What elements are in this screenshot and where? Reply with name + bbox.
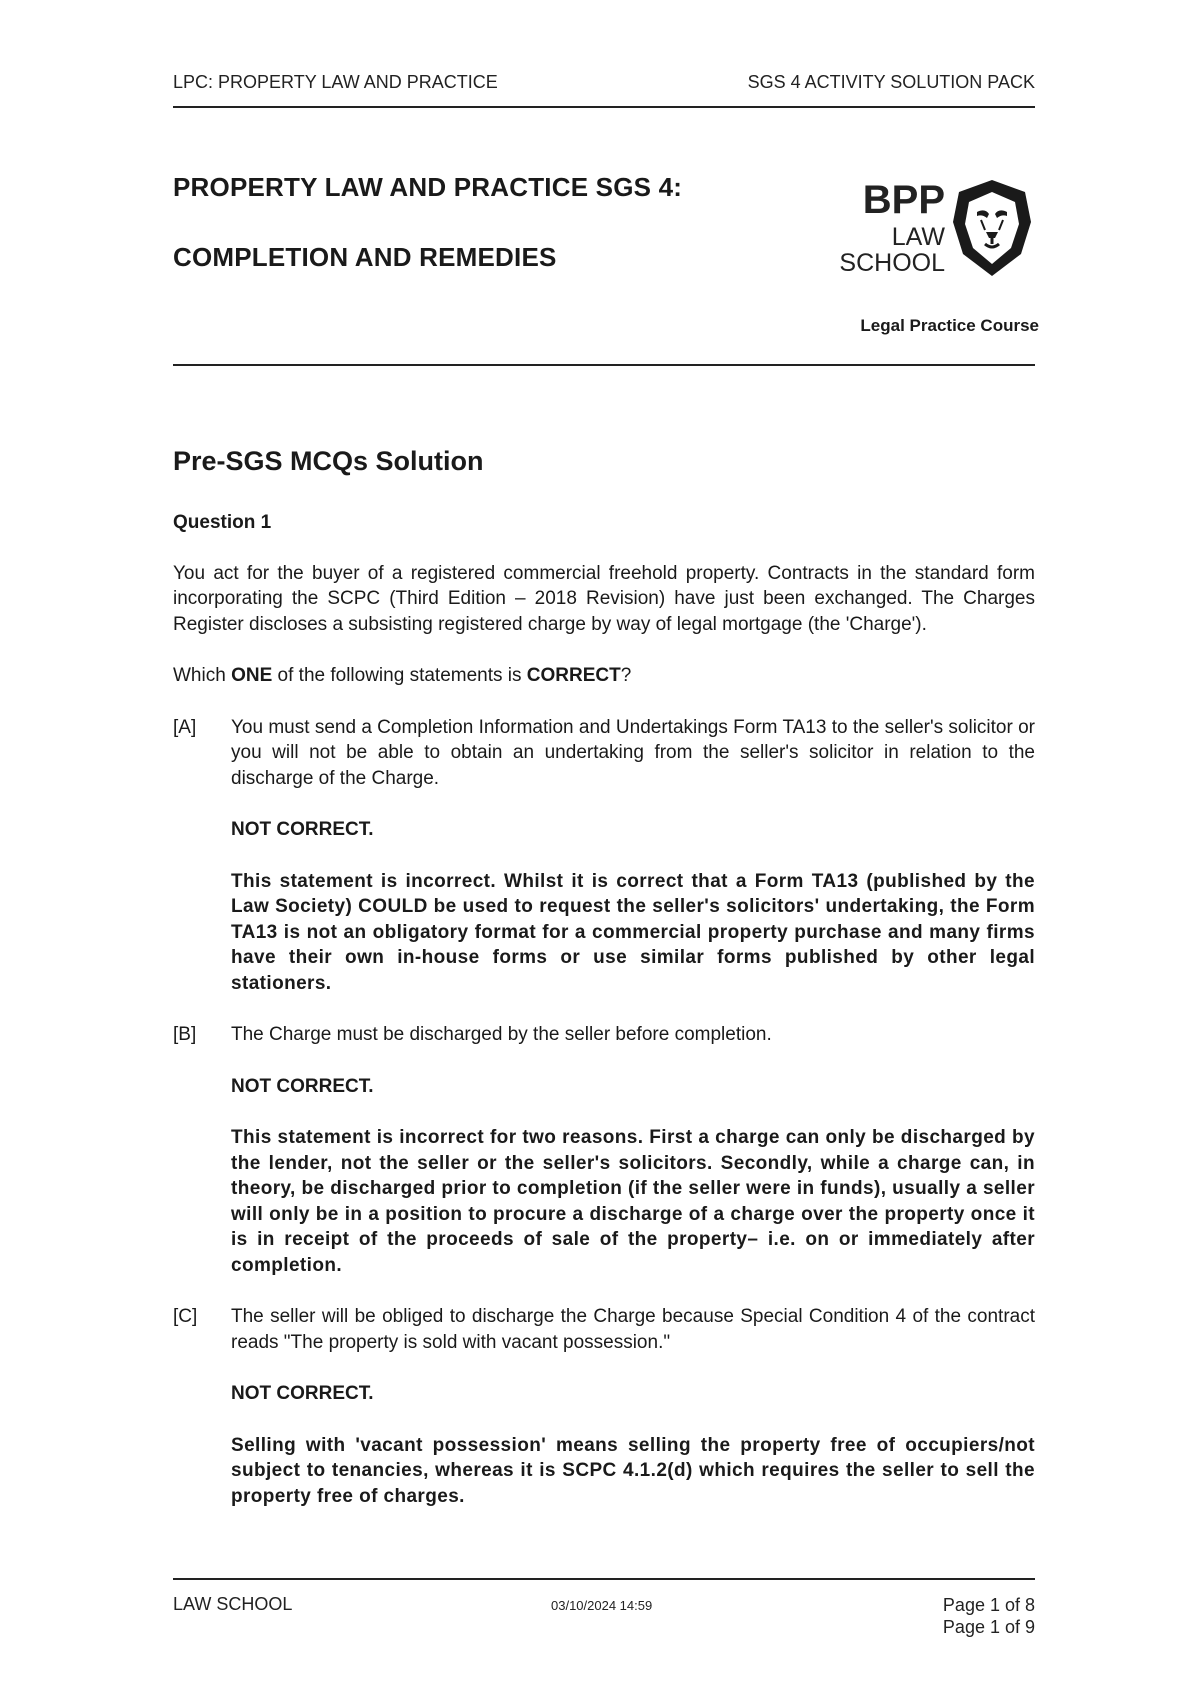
option-explanation: Selling with 'vacant possession' means selling the property free of occupiers/not subject to tenancies, whereas it is SCPC 4.1.2(d) which requires the seller to sell the property free of charges.	[231, 1434, 1035, 1507]
option-verdict: NOT CORRECT.	[231, 819, 374, 840]
prompt-one: ONE	[231, 665, 273, 686]
question-stem: You act for the buyer of a registered commercial freehold property. Contracts in the standard form incorporating the SCPC (Third Edition – 2018 Revision) have just been exchanged. The Charges Register discloses a subsisting registered charge by way of legal mortgage (the 'Charge').	[173, 562, 1035, 635]
page-number-line-2: Page 1 of 9	[942, 1617, 1035, 1637]
answer-option-c	[173, 1304, 1035, 1509]
main-content	[173, 446, 1035, 1535]
option-text: The seller will be obliged to discharge the Charge because Special Condition 4 of the contract reads "The property is sold with vacant possession."	[231, 1306, 1035, 1353]
footer-rule	[173, 1578, 1035, 1580]
header-rule	[173, 106, 1035, 108]
page-number	[943, 1594, 1035, 1638]
document-page	[173, 0, 1039, 1696]
option-text: The Charge must be discharged by the seller before completion.	[231, 1024, 772, 1045]
logo-brand: BPP	[862, 178, 945, 222]
prompt-text-end: ?	[620, 665, 632, 686]
answer-option-b	[173, 1022, 1035, 1278]
option-letter: [A]	[173, 716, 197, 738]
option-explanation: This statement is incorrect for two reasons. First a charge can only be discharged by the lender, not the seller or the seller's solicitors. Secondly, while a charge can, in theory, be discharged prior to completion (if the seller were in funds), usually a seller will only be in a position to procure a discharge of a charge over the property once it is in receipt of the proceeds of sale of the property– i.e. on or immediately after completion.	[231, 1127, 1035, 1276]
course-name: Legal Practice Course	[860, 316, 1039, 335]
question-prompt	[173, 663, 1035, 689]
title-line-1: PROPERTY LAW AND PRACTICE SGS 4:	[173, 172, 683, 202]
option-body	[231, 1022, 1035, 1278]
answer-option-a	[173, 715, 1035, 997]
prompt-text-mid: of the following statements is	[272, 665, 527, 686]
bpp-law-school-logo	[835, 180, 1035, 280]
title-rule	[173, 364, 1035, 366]
option-verdict: NOT CORRECT.	[231, 1075, 374, 1097]
logo-law: LAW	[891, 223, 945, 251]
option-verdict: NOT CORRECT.	[231, 1383, 374, 1404]
question-heading: Question 1	[173, 512, 272, 533]
option-letter: [B]	[173, 1024, 197, 1045]
section-title: Pre-SGS MCQs Solution	[173, 446, 484, 476]
title-line-2: COMPLETION AND REMEDIES	[173, 242, 557, 272]
footer-left-text: LAW SCHOOL	[173, 1594, 293, 1614]
option-letter: [C]	[173, 1306, 198, 1327]
option-text: You must send a Completion Information and Undertakings Form TA13 to the seller's solicitor or you will not be able to obtain an undertaking from the seller's solicitor in relation to the discharge of the Charge.	[231, 716, 1035, 789]
header-left-text: LPC: PROPERTY LAW AND PRACTICE	[173, 72, 498, 92]
logo-school: SCHOOL	[839, 249, 945, 277]
prompt-text: Which	[173, 665, 232, 686]
option-explanation: This statement is incorrect. Whilst it is correct that a Form TA13 (published by the Law Society) COULD be used to request the seller's solicitors' undertaking, the Form TA13 is not an obligatory format for a commercial property purchase and many firms have their own in-house forms or use similar forms published by other legal stationers.	[231, 870, 1035, 994]
prompt-correct: CORRECT	[526, 665, 621, 686]
footer-timestamp: 03/10/2024 14:59	[551, 1598, 653, 1613]
document-title	[173, 172, 682, 273]
page-header	[173, 72, 1035, 93]
header-right-text: SGS 4 ACTIVITY SOLUTION PACK	[747, 72, 1035, 92]
lion-head-icon	[951, 178, 1033, 278]
option-body	[231, 715, 1035, 997]
option-body	[231, 1304, 1035, 1509]
page-number-line-1: Page 1 of 8	[942, 1595, 1035, 1615]
